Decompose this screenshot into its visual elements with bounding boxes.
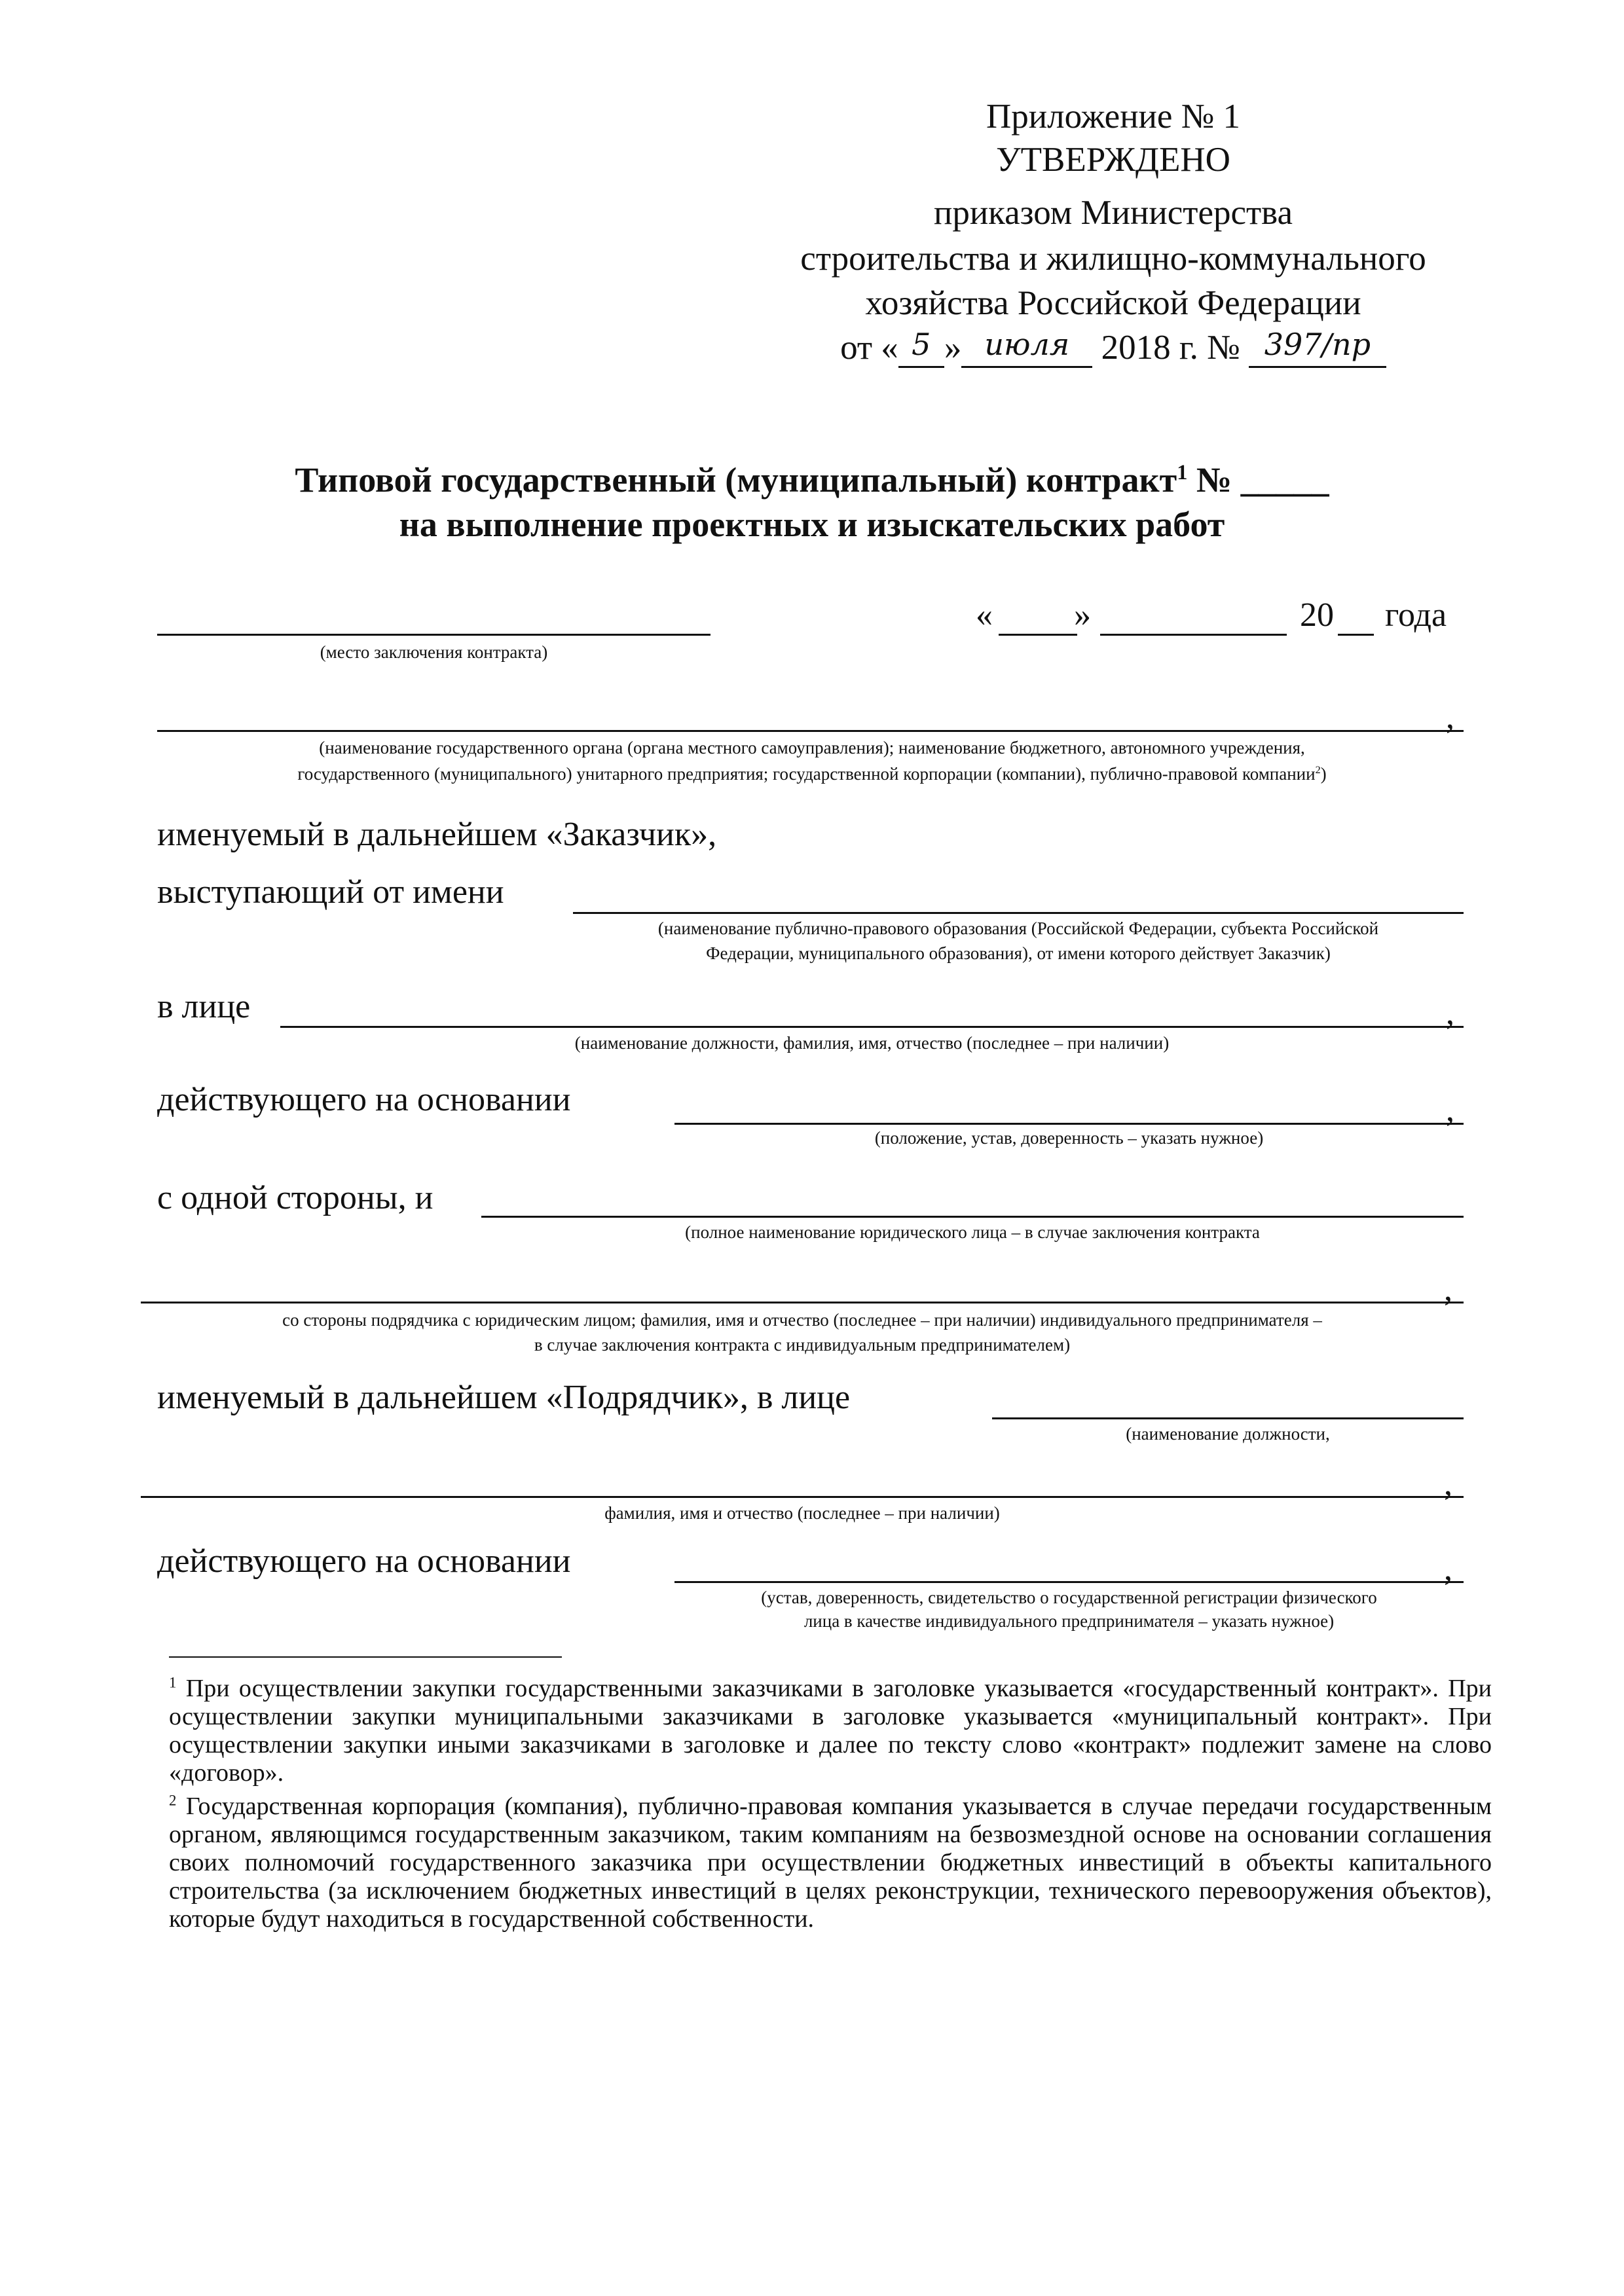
footnote-2-text: Государственная корпорация (компания), публично-правовая компания указывается в случае передачи государственным органом, являющимся государственным заказчиком, таким компаниям на безвозмездной основе на основании соглашения своих полномочий государственного заказчика при осуществлении бюджетных инвестиций в объекты капитального строительства (за исключением бюджетных инвестиций в целях реконструкции, технического перевооружения объектов), которые будут находиться в государственной собственности. (169, 1793, 1492, 1933)
contractor-name-line-1 (481, 1216, 1464, 1218)
date-day-line (999, 634, 1077, 636)
order-year: 2018 г. № (1092, 329, 1249, 367)
footnote-1-mark: 1 (169, 1674, 177, 1691)
contractor-fio-caption: фамилия, имя и отчество (последнее – при наличии) (604, 1503, 1000, 1523)
footnote-separator (169, 1656, 562, 1658)
in-person-comma: , (1446, 994, 1454, 1032)
acting-basis2-comma: , (1444, 1550, 1452, 1588)
order-month: июля (961, 323, 1092, 368)
customer-named-label: именуемый в дальнейшем «Заказчик», (157, 816, 717, 853)
on-behalf-caption-1: (наименование публично-правового образования (Российской Федерации, субъекта Российской (657, 919, 1379, 938)
acting-basis-line (674, 1123, 1464, 1125)
on-behalf-caption-2: Федерации, муниципального образования), от имени которого действует Заказчик) (706, 943, 1331, 963)
approved-stamp: УТВЕРЖДЕНО (996, 141, 1230, 179)
in-person-line (280, 1026, 1464, 1028)
footnote-2 (169, 1793, 1492, 1933)
contractor-caption-1: (полное наименование юридического лица – в случае заключения контракта (685, 1222, 1260, 1242)
footnote-1 (169, 1675, 1492, 1787)
date-month-line (1100, 634, 1287, 636)
contractor-fio-comma: , (1444, 1465, 1452, 1503)
acting-basis2-line (674, 1581, 1464, 1583)
acting-basis2-label: действующего на основании (157, 1542, 571, 1580)
contractor-name-line-2 (141, 1302, 1464, 1303)
order-prefix: от « (840, 329, 898, 367)
customer-comma: , (1446, 699, 1454, 736)
date-close-quote: » (1074, 596, 1091, 634)
contractor-position-caption: (наименование должности, (1126, 1424, 1330, 1444)
contractor-comma: , (1444, 1271, 1452, 1308)
title-number: № _____ (1187, 460, 1329, 500)
in-person-label: в лице (157, 988, 251, 1025)
contract-title-line-2: на выполнение проектных и изыскательских работ (399, 505, 1225, 544)
title-footnote-mark: 1 (1177, 461, 1188, 484)
order-line-3: хозяйства Российской Федерации (865, 284, 1361, 322)
customer-caption-2-text: государственного (муниципального) унитарного предприятия; государственной корпорации (компании), публично-правовой компании (297, 764, 1316, 784)
appendix-number: Приложение № 1 (986, 98, 1241, 136)
contractor-fio-line (141, 1496, 1464, 1498)
contractor-named-label: именуемый в дальнейшем «Подрядчик», в лице (157, 1379, 851, 1416)
acting-basis2-caption-1: (устав, доверенность, свидетельство о государственной регистрации физического (761, 1588, 1377, 1607)
place-caption: (место заключения контракта) (320, 642, 548, 662)
contractor-position-line (992, 1417, 1464, 1419)
on-behalf-line (573, 912, 1464, 914)
order-day: 5 (898, 323, 944, 368)
acting-basis2-caption-2: лица в качестве индивидуального предпринимателя – указать нужное) (803, 1611, 1335, 1631)
customer-caption-2 (157, 762, 1467, 786)
date-year-line (1338, 634, 1374, 636)
title-text: Типовой государственный (муниципальный) контракт (295, 460, 1177, 500)
customer-caption-2-end: ) (1320, 764, 1327, 784)
date-open-quote: « (976, 596, 993, 634)
place-line (157, 634, 710, 636)
customer-name-line (157, 730, 1464, 732)
acting-basis-comma: , (1446, 1091, 1454, 1129)
contract-title-line-1 (0, 458, 1624, 501)
date-year-word: года (1385, 596, 1447, 634)
date-year-prefix: 20 (1300, 596, 1334, 634)
order-quote-close: » (944, 329, 962, 367)
one-side-label: с одной стороны, и (157, 1179, 434, 1216)
footnote-1-text: При осуществлении закупки государственными заказчиками в заголовке указывается «государственный контракт». При осуществлении закупки муниципальными заказчиками в заголовке указывается «муниципальный контракт». При осуществлении закупки иными заказчиками в заголовке и далее по тексту слово «контракт» подлежит замене на слово «договор». (169, 1675, 1492, 1787)
contractor-caption-2: со стороны подрядчика с юридическим лицом; фамилия, имя и отчество (последнее – при наличии) индивидуального предпринимателя – (282, 1310, 1322, 1330)
customer-caption-1: (наименование государственного органа (органа местного самоуправления); наименование бюджетного, автономного учреждения, (319, 738, 1305, 757)
order-date-line (655, 326, 1572, 372)
acting-basis-caption: (положение, устав, доверенность – указать нужное) (874, 1128, 1264, 1148)
in-person-caption: (наименование должности, фамилия, имя, отчество (последнее – при наличии) (574, 1033, 1170, 1053)
footnote-2-mark: 2 (169, 1792, 177, 1809)
customer-caption-2-sup: 2 (1315, 764, 1321, 776)
acting-on-behalf-label: выступающий от имени (157, 873, 504, 911)
contractor-caption-3: в случае заключения контракта с индивидуальным предпринимателем) (534, 1335, 1071, 1355)
order-number: 397/пр (1249, 323, 1386, 368)
order-line-2: строительства и жилищно-коммунального (800, 240, 1426, 278)
acting-basis-label: действующего на основании (157, 1081, 571, 1118)
order-line-1: приказом Министерства (933, 194, 1293, 232)
